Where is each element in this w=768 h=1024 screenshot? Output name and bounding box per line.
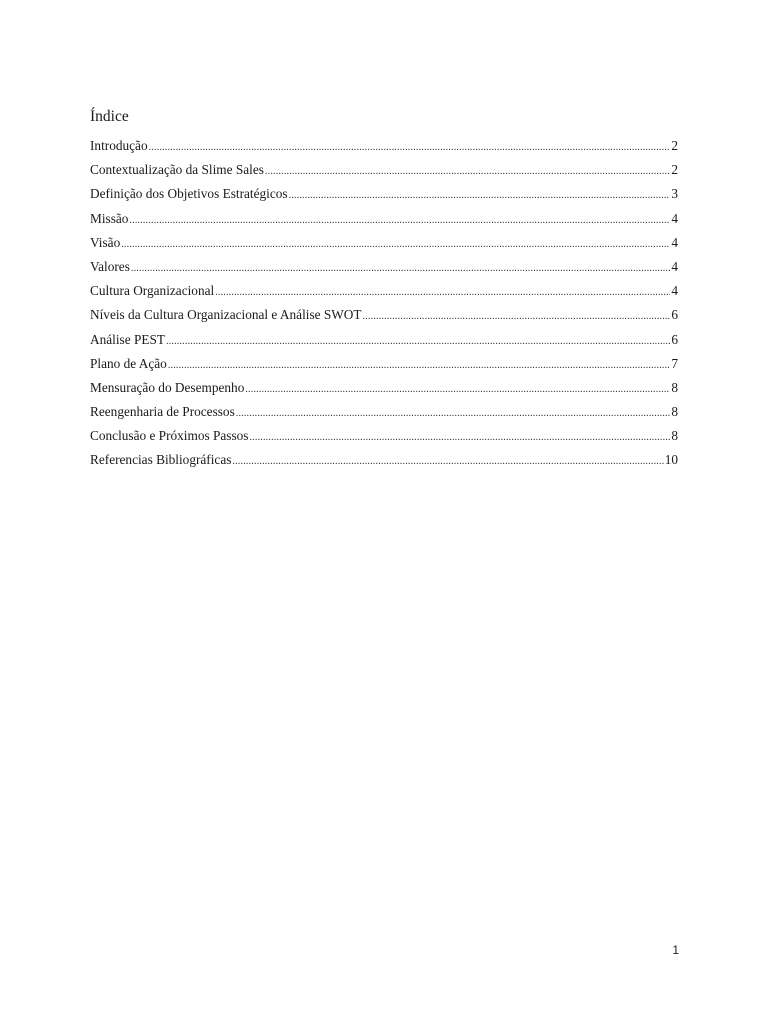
- toc-entry-page: 8: [671, 428, 678, 444]
- toc-dot-leader: [215, 283, 670, 303]
- toc-entry[interactable]: [90, 184, 678, 208]
- page-number: 1: [672, 943, 679, 957]
- toc-entry-label: Reengenharia de Processos: [90, 404, 235, 420]
- toc-dot-leader: [265, 162, 670, 182]
- toc-entry-label: Conclusão e Próximos Passos: [90, 428, 249, 444]
- toc-entry[interactable]: [90, 450, 678, 474]
- toc-entry[interactable]: [90, 233, 678, 257]
- toc-entry-label: Análise PEST: [90, 331, 165, 347]
- toc-entry[interactable]: [90, 136, 678, 160]
- toc-entry-page: 4: [671, 210, 678, 226]
- toc-entry-label: Cultura Organizacional: [90, 283, 215, 299]
- toc-entry-label: Valores: [90, 258, 130, 274]
- toc-dot-leader: [289, 186, 671, 206]
- toc-entry-page: 4: [671, 258, 678, 274]
- toc-entry-page: 8: [671, 379, 678, 395]
- table-of-contents: [90, 136, 678, 475]
- toc-entry-page: 8: [671, 404, 678, 420]
- toc-dot-leader: [363, 307, 671, 327]
- toc-dot-leader: [166, 332, 670, 352]
- toc-entry[interactable]: [90, 330, 678, 354]
- toc-entry[interactable]: [90, 402, 678, 426]
- toc-entry-label: Visão: [90, 234, 121, 250]
- toc-dot-leader: [121, 235, 670, 255]
- toc-entry-page: 7: [671, 355, 678, 371]
- toc-entry-label: Missão: [90, 210, 129, 226]
- toc-entry-label: Referencias Bibliográficas: [90, 452, 232, 468]
- toc-entry[interactable]: [90, 426, 678, 450]
- toc-entry-page: 4: [671, 234, 678, 250]
- toc-entry-label: Definição dos Objetivos Estratégicos: [90, 186, 288, 202]
- toc-entry-label: Níveis da Cultura Organizacional e Análise SWOT: [90, 307, 362, 323]
- toc-dot-leader: [129, 211, 670, 231]
- toc-entry-page: 4: [671, 283, 678, 299]
- toc-entry-page: 2: [671, 138, 678, 153]
- toc-entry-page: 6: [671, 307, 678, 323]
- toc-dot-leader: [249, 428, 670, 448]
- toc-dot-leader: [168, 356, 671, 376]
- toc-entry[interactable]: [90, 160, 678, 184]
- toc-entry-page: 6: [671, 331, 678, 347]
- toc-dot-leader: [236, 404, 671, 424]
- toc-entry[interactable]: [90, 209, 678, 233]
- toc-entry-label: Introdução: [90, 138, 148, 153]
- toc-entry-page: 2: [671, 162, 678, 178]
- toc-entry[interactable]: [90, 281, 678, 305]
- toc-entry-label: Mensuração do Desempenho: [90, 379, 245, 395]
- toc-entry-page: 10: [664, 452, 678, 468]
- toc-entry[interactable]: [90, 378, 678, 402]
- toc-dot-leader: [245, 380, 670, 400]
- toc-entry[interactable]: [90, 305, 678, 329]
- toc-entry-label: Contextualização da Slime Sales: [90, 162, 264, 178]
- toc-entry[interactable]: [90, 257, 678, 281]
- toc-entry-label: Plano de Ação: [90, 355, 167, 371]
- toc-entry-page: 3: [671, 186, 678, 202]
- toc-dot-leader: [131, 259, 670, 279]
- toc-dot-leader: [232, 452, 663, 472]
- toc-entry[interactable]: [90, 354, 678, 378]
- toc-dot-leader: [149, 138, 671, 158]
- toc-heading: Índice: [90, 108, 129, 125]
